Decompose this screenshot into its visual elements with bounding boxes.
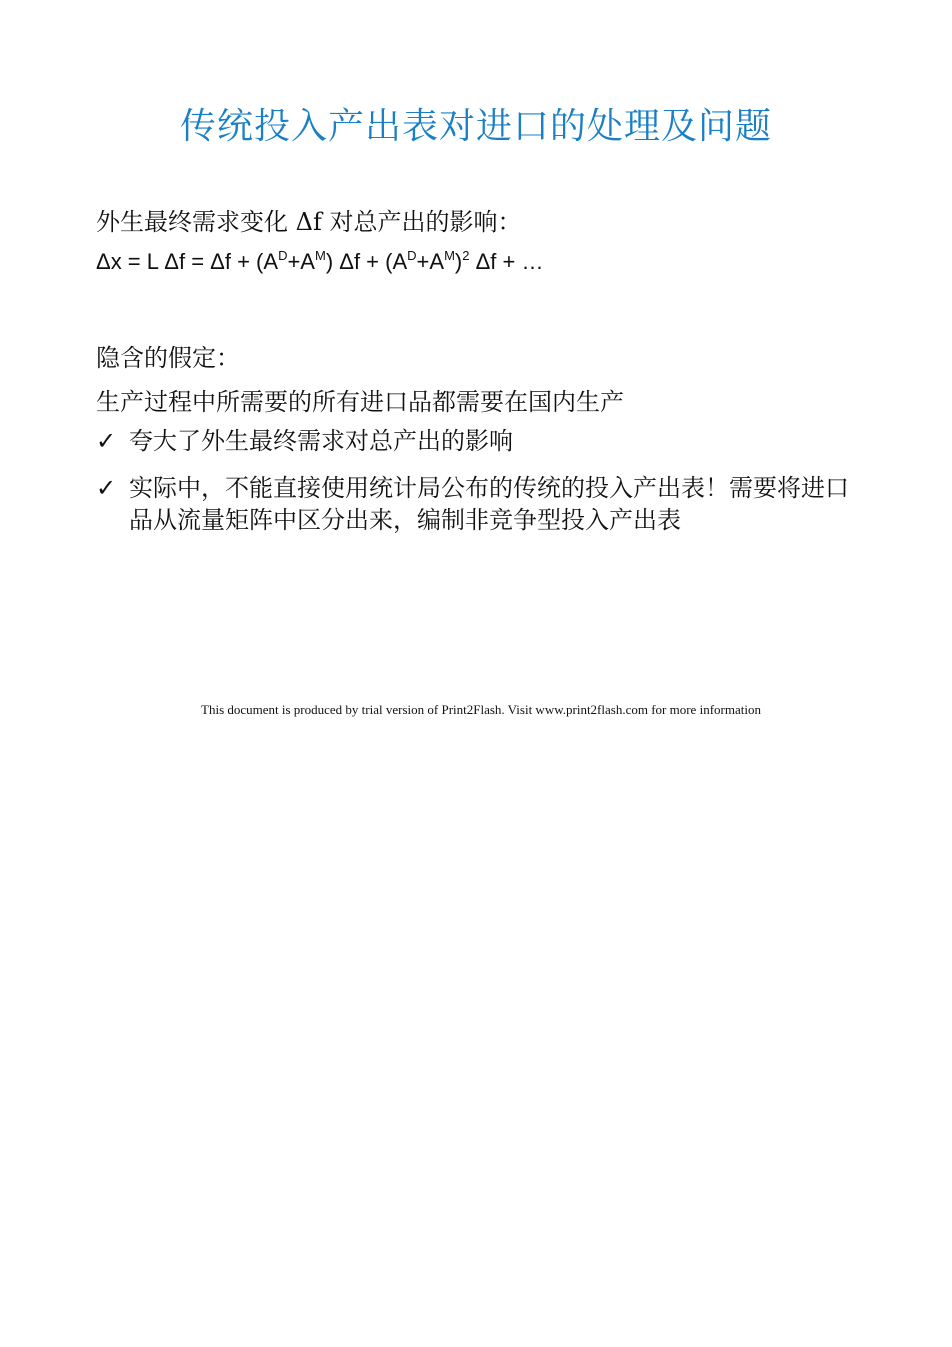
formula-part: ): [454, 249, 463, 274]
formula-superscript: D: [407, 248, 417, 263]
intro-text: 外生最终需求变化 Δf 对总产出的影响：: [96, 208, 522, 236]
check-item-text: 夸大了外生最终需求对总产出的影响: [129, 427, 513, 455]
formula-superscript: M: [444, 248, 455, 263]
formula-part: Δf + …: [469, 249, 544, 274]
formula-superscript: D: [278, 248, 288, 263]
page-title: 传统投入产出表对进口的处理及问题: [179, 106, 772, 147]
formula-part: +A: [416, 249, 445, 274]
formula-superscript: 2: [462, 248, 470, 263]
check-list-item: [96, 425, 856, 457]
trial-notice: This document is produced by trial version of Print2Flash. Visit www.print2flash.com for more information: [201, 702, 761, 717]
formula-superscript: M: [314, 248, 326, 263]
check-item-text: 实际中，不能直接使用统计局公布的传统的投入产出表！需要将进口品从流量矩阵中区分出来，编制非竞争型投入产出表: [129, 474, 849, 534]
assumption-text: 生产过程中所需要的所有进口品都需要在国内生产: [96, 388, 624, 416]
check-list-item: [96, 472, 856, 536]
formula-part: +A: [287, 249, 315, 274]
assumption-heading: 隐含的假定：: [96, 344, 240, 372]
formula-part: ) Δf + (A: [325, 249, 408, 274]
checkmark-icon: ✓: [96, 474, 117, 502]
checkmark-icon: ✓: [96, 427, 117, 455]
formula-part: Δx = L Δf = Δf + (A: [96, 249, 279, 274]
formula: [96, 248, 543, 275]
